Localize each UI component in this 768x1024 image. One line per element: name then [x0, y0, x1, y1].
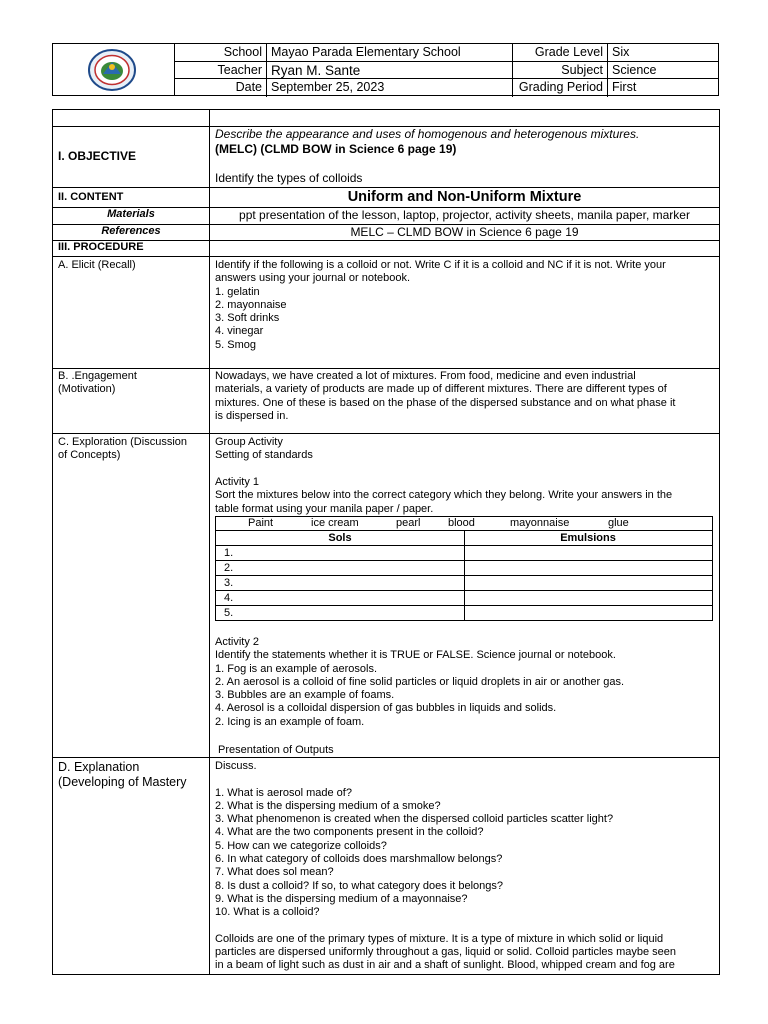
row-divider: [53, 368, 719, 369]
content-title: Uniform and Non-Uniform Mixture: [347, 189, 582, 205]
elicit-label: A. Elicit (Recall): [58, 259, 136, 271]
question: 5. How can we categorize colloids?: [215, 839, 387, 852]
materials-value: ppt presentation of the lesson, laptop, projector, activity sheets, manila paper, marker: [239, 208, 690, 222]
elicit-text: Identify if the following is a colloid or not. Write C if it is a colloid and NC if it is not. Write your: [215, 259, 666, 271]
objective-label: I. OBJECTIVE: [58, 149, 137, 163]
engagement-label: [58, 370, 137, 396]
question: 9. What is the dispersing medium of a mayonnaise?: [215, 892, 468, 905]
references-label: References: [101, 225, 161, 237]
column-divider: [464, 576, 465, 590]
presentation-of-outputs: Presentation of Outputs: [215, 744, 334, 756]
references-value: MELC – CLMD BOW in Science 6 page 19: [350, 225, 579, 239]
header-label-school: School: [175, 44, 267, 61]
engagement-text: [215, 370, 675, 423]
row-number: 5.: [224, 607, 234, 619]
sort-table-row: [216, 561, 712, 576]
explanation-section: [215, 760, 676, 973]
explanation-label-line: D. Explanation: [58, 760, 140, 774]
question: 6. In what category of colloids does marshmallow belongs?: [215, 853, 503, 866]
header-value-grading-period: First: [612, 80, 637, 94]
logo-cell: [53, 44, 175, 95]
exploration-intro-line: Setting of standards: [215, 449, 313, 462]
column-divider: [464, 561, 465, 575]
activity-1-text: Sort the mixtures below into the correct category which they belong. Write your answers in the: [215, 489, 673, 502]
mixture-word: glue: [608, 517, 629, 529]
activity-2-line: 2. Icing is an example of foam.: [215, 715, 365, 728]
engagement-line: materials, a variety of products are made up of different mixtures. There are different types of: [215, 383, 667, 396]
spacer: [215, 773, 676, 786]
discuss-label: Discuss.: [215, 760, 257, 772]
question: 4. What are the two components present in the colloid?: [215, 826, 484, 839]
header-row-school: [175, 44, 718, 62]
explanation-label-line: (Developing of Mastery: [58, 774, 187, 789]
header-value-grade: Six: [612, 45, 630, 59]
mixture-word: ice cream: [311, 517, 359, 529]
mixtures-row: [216, 517, 712, 531]
header-label-grading-period: Grading Period: [513, 79, 608, 97]
header-value-subject: Science: [612, 62, 657, 77]
row-number: 2.: [224, 562, 234, 574]
row-number: 1.: [224, 547, 234, 559]
lesson-plan-table: [52, 109, 720, 975]
spacer: [215, 920, 676, 933]
sort-table-row: [216, 546, 712, 561]
header-sols: Sols: [328, 532, 352, 544]
elicit-section: [215, 259, 666, 352]
column-divider: [464, 546, 465, 560]
sort-table-row: [216, 576, 712, 591]
colloid-paragraph-line: particles are dispersed uniformly throughout a gas, liquid or solid. Colloid particles maybe seen: [215, 946, 677, 959]
objective-line-1: Describe the appearance and uses of homogenous and heterogenous mixtures.: [215, 127, 640, 141]
activity-2-line: Identify the statements whether it is TRUE or FALSE. Science journal or notebook.: [215, 649, 616, 662]
row-number: 4.: [224, 592, 234, 604]
exploration-intro-line: Group Activity: [215, 436, 283, 448]
header-value-school: Mayao Parada Elementary School: [267, 44, 513, 61]
question: 3. What phenomenon is created when the dispersed colloid particles scatter light?: [215, 813, 614, 826]
content-label: II. CONTENT: [58, 191, 124, 203]
engagement-line: mixtures. One of these is based on the phase of the dispersed substance and on what phase it: [215, 396, 676, 409]
question: 10. What is a colloid?: [215, 906, 320, 919]
materials-label: Materials: [107, 208, 155, 220]
header-emulsions: Emulsions: [560, 532, 616, 544]
activity-2-line: 2. An aerosol is a colloid of fine solid particles or liquid droplets in air or another gas.: [215, 675, 625, 688]
engagement-line: Nowadays, we have created a lot of mixtures. From food, medicine and even industrial: [215, 370, 636, 382]
exploration-label-line: of Concepts): [58, 449, 121, 461]
colloid-paragraph-line: in a beam of light such as dust in air and a shaft of sunlight. Blood, whipped cream and fog are: [215, 959, 675, 972]
procedure-label: III. PROCEDURE: [58, 241, 144, 253]
exploration-label: [58, 436, 187, 462]
row-divider: [53, 757, 719, 758]
activity-2-line: 1. Fog is an example of aerosols.: [215, 662, 378, 675]
mixture-word: blood: [448, 517, 475, 529]
header-table: [52, 43, 719, 96]
activity-1: [215, 476, 672, 516]
sort-table-header: [216, 531, 712, 546]
explanation-label: [58, 760, 187, 789]
elicit-item: 4. vinegar: [215, 325, 264, 338]
elicit-item: 1. gelatin: [215, 285, 260, 298]
activity-1-title: Activity 1: [215, 476, 260, 488]
header-value-date: September 25, 2023: [267, 79, 513, 97]
question: 1. What is aerosol made of?: [215, 786, 352, 799]
mixture-word: pearl: [396, 517, 421, 529]
activity-2-line: 4. Aerosol is a colloidal dispersion of gas bubbles in liquids and solids.: [215, 702, 557, 715]
column-divider: [464, 606, 465, 621]
header-label-teacher: Teacher: [175, 62, 267, 79]
sort-table: [215, 516, 713, 621]
engagement-label-line: (Motivation): [58, 383, 116, 395]
engagement-line: is dispersed in.: [215, 409, 289, 422]
activity-2-line: 3. Bubbles are an example of foams.: [215, 689, 395, 702]
row-number: 3.: [224, 577, 234, 589]
elicit-item: 3. Soft drinks: [215, 312, 280, 325]
objective-line-2: (MELC) (CLMD BOW in Science 6 page 19): [215, 142, 457, 156]
activity-2: [215, 636, 624, 729]
question: 8. Is dust a colloid? If so, to what category does it belongs?: [215, 879, 504, 892]
exploration-intro: [215, 436, 313, 463]
mixture-word: Paint: [248, 517, 274, 529]
activity-2-title: Activity 2: [215, 636, 260, 648]
question: 7. What does sol mean?: [215, 866, 334, 879]
question: 2. What is the dispersing medium of a smoke?: [215, 799, 441, 812]
row-divider: [53, 433, 719, 434]
row-divider: [53, 256, 719, 257]
elicit-item: 2. mayonnaise: [215, 298, 287, 311]
header-value-teacher: Ryan M. Sante: [267, 62, 513, 79]
column-divider: [464, 591, 465, 605]
objective-line-3: Identify the types of colloids: [215, 171, 363, 185]
header-label-subject: Subject: [513, 62, 608, 79]
header-row-teacher: [175, 62, 718, 80]
header-label-date: Date: [175, 79, 267, 97]
header-label-grade: Grade Level: [513, 44, 608, 61]
sort-table-row: [216, 606, 712, 621]
elicit-text: answers using your journal or notebook.: [215, 272, 411, 285]
school-seal-icon: [87, 48, 137, 92]
engagement-label-line: B. .Engagement: [58, 370, 137, 382]
row-divider: [53, 240, 719, 241]
sort-table-row: [216, 591, 712, 606]
header-row-date: [175, 79, 718, 97]
mixture-word: mayonnaise: [510, 517, 570, 529]
elicit-item: 5. Smog: [215, 338, 256, 351]
activity-1-text: table format using your manila paper / paper.: [215, 502, 434, 515]
colloid-paragraph-line: Colloids are one of the primary types of mixture. It is a type of mixture in which solid or liquid: [215, 932, 664, 945]
exploration-label-line: C. Exploration (Discussion: [58, 436, 187, 448]
